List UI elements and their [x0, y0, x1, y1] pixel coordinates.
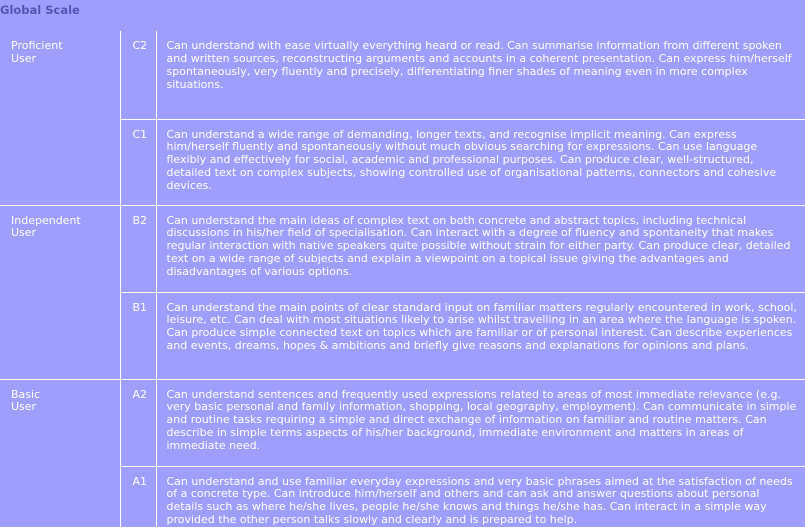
- user-group-label: User: [11, 226, 37, 240]
- user-group-label: User: [11, 400, 37, 414]
- level-description-c2: Can understand with ease virtually everything heard or read. Can summarise information from different spoken and written sources, reconstructing arguments and accounts in a coherent presentation. Can express him/herself spontaneously, very fluently and precisely, differentiating finer shades of meaning even in more complex situations.: [156, 31, 805, 119]
- level-description-b1: Can understand the main points of clear standard input on familiar matters regularly encountered in work, school, leisure, etc. Can deal with most situations likely to arise whilst travelling in an area where the language is spoken. Can produce simple connected text on topics which are familiar or of personal interest. Can describe experiences and events, dreams, hopes & ambitions and briefly give reasons and explanations for opinions and plans.: [156, 292, 805, 379]
- table-row: [0, 119, 805, 205]
- user-group-proficient: [0, 31, 120, 205]
- user-group-label: Proficient: [11, 39, 63, 52]
- table-row: [0, 466, 805, 528]
- table-row: [0, 31, 805, 119]
- user-group-label: Independent: [11, 213, 81, 227]
- table-row: [0, 379, 805, 466]
- user-group-basic: [0, 379, 120, 528]
- level-description-a1: Can understand and use familiar everyday expressions and very basic phrases aimed at the satisfaction of needs of a concrete type. Can introduce him/herself and others and can ask and answer questions about personal details such as where he/she lives, people he/she knows and things he/she has. Can interact in a simple way provided the other person talks slowly and clearly and is prepared to help.: [156, 466, 805, 528]
- user-group-independent: [0, 205, 120, 379]
- level-code-c1: C1: [120, 119, 156, 205]
- level-code-b2: B2: [120, 205, 156, 292]
- level-code-a1: A1: [120, 466, 156, 528]
- level-description-a2: Can understand sentences and frequently used expressions related to areas of most immediate relevance (e.g. very basic personal and family information, shopping, local geography, employment). Can communicate in simple and routine tasks requiring a simple and direct exchange of information on familiar and routine matters. Can describe in simple terms aspects of his/her background, immediate environment and matters in areas of immediate need.: [156, 379, 805, 466]
- table-row: [0, 292, 805, 379]
- table-row: [0, 205, 805, 292]
- global-scale-table: [0, 31, 805, 528]
- user-group-label: Basic: [11, 387, 41, 401]
- level-description-b2: Can understand the main ideas of complex text on both concrete and abstract topics, including technical discussions in his/her field of specialisation. Can interact with a degree of fluency and spontaneity that makes regular interaction with native speakers quite possible without strain for either party. Can produce clear, detailed text on a wide range of subjects and explain a viewpoint on a topical issue giving the advantages and disadvantages of various options.: [156, 205, 805, 292]
- page-title: Global Scale: [0, 3, 80, 17]
- user-group-label: User: [11, 51, 37, 65]
- level-code-a2: A2: [120, 379, 156, 466]
- level-code-c2: C2: [120, 31, 156, 119]
- level-description-c1: Can understand a wide range of demanding, longer texts, and recognise implicit meaning. Can express him/herself fluently and spontaneously without much obvious searching for expressions. Can use language flexibly and effectively for social, academic and professional purposes. Can produce clear, well-structured, detailed text on complex subjects, showing controlled use of organisational patterns, connectors and cohesive devices.: [156, 119, 805, 205]
- level-code-b1: B1: [120, 292, 156, 379]
